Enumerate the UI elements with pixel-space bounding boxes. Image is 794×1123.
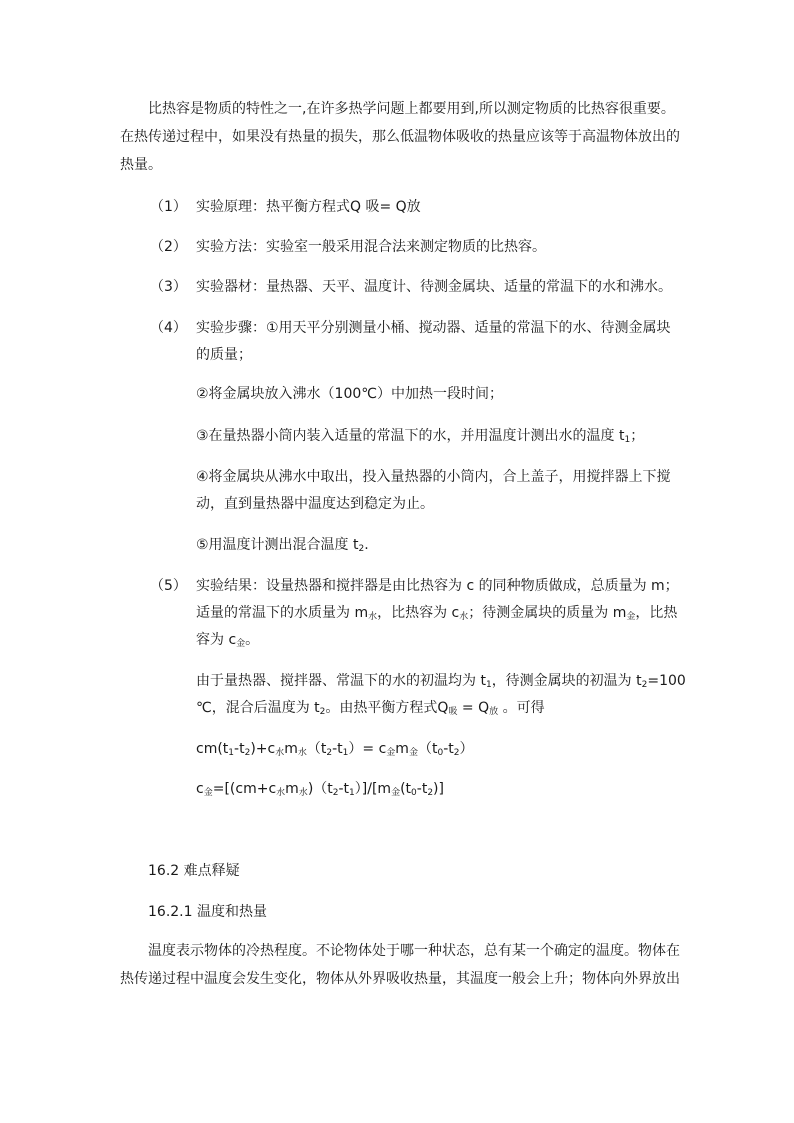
intro-line-1: 比热容是物质的特性之一,在许多热学问题上都要用到,所以测定物质的比热容很重要。 xyxy=(148,101,675,117)
section-heading: 16.2 难点释疑 xyxy=(148,863,240,879)
item-text: 实验原理：热平衡方程式Q 吸= Q放 xyxy=(196,199,421,215)
item-number: （3） xyxy=(150,279,187,295)
equation-1: $cm(t_1-t_2)+c_水m_水(t_2-t_1)= c_金m_金(t_0-t_2)$ xyxy=(196,741,474,758)
item-number: （1） xyxy=(150,199,187,215)
derivation-line-1: 由于量热器、搅拌器、常温下的水的初温均为 $t_1$，待测金属块的初温为 $t_2=100$ xyxy=(196,673,686,690)
subsection-heading: 16.2.1 温度和热量 xyxy=(148,904,267,920)
item-number: （4） xyxy=(150,320,187,336)
step-2: ②将金属块放入沸水（100℃）中加热一段时间； xyxy=(196,386,503,402)
section-line-2: 热传递过程中温度会发生变化，物体从外界吸收热量，其温度一般会上升；物体向外界放出 xyxy=(120,971,680,987)
item-number: （2） xyxy=(150,239,187,255)
equation-2: $c_金=[(cm+c_水m_水)(t_2-t_1)]/[m_金(t_0-t_2)]$ xyxy=(196,781,444,798)
item-number: （5） xyxy=(150,578,187,594)
item-text: 实验方法：实验室一般采用混合法来测定物质的比热容。 xyxy=(196,239,546,255)
item-text: 的质量； xyxy=(196,347,252,363)
step-4-line-1: ④将金属块从沸水中取出，投入量热器的小筒内，合上盖子，用搅拌器上下搅 xyxy=(196,469,671,485)
result-line-3: 容为 $c_金$。 xyxy=(196,632,260,649)
intro-line-2: 在热传递过程中，如果没有热量的损失，那么低温物体吸收的热量应该等于高温物体放出的 xyxy=(120,129,680,145)
result-line-2: 适量的常温下的水质量为 $m_水$，比热容为 $c_水$；待测金属块的质量为 $m_金$，比热 xyxy=(196,605,678,622)
intro-line-3: 热量。 xyxy=(120,157,162,173)
result-line-1: 实验结果：设量热器和搅拌器是由比热容为 c 的同种物质做成，总质量为 m； xyxy=(196,578,679,594)
step-3: ③在量热器小筒内装入适量的常温下的水，并用温度计测出水的温度 $t_1$； xyxy=(196,428,645,445)
step-4-line-2: 动，直到量热器中温度达到稳定为止。 xyxy=(196,496,434,512)
item-text: 实验器材：量热器、天平、温度计、待测金属块、适量的常温下的水和沸水。 xyxy=(196,279,672,295)
section-line-1: 温度表示物体的冷热程度。不论物体处于哪一种状态，总有某一个确定的温度。物体在 xyxy=(148,943,680,959)
item-text: 实验步骤：①用天平分别测量小桶、搅动器、适量的常温下的水、待测金属块 xyxy=(196,320,671,336)
step-5: ⑤用温度计测出混合温度 $t_2$. xyxy=(196,537,369,554)
derivation-line-2: ℃，混合后温度为 $t_2$。由热平衡方程式$Q_吸 = Q_放$ 。可得 xyxy=(196,700,545,717)
